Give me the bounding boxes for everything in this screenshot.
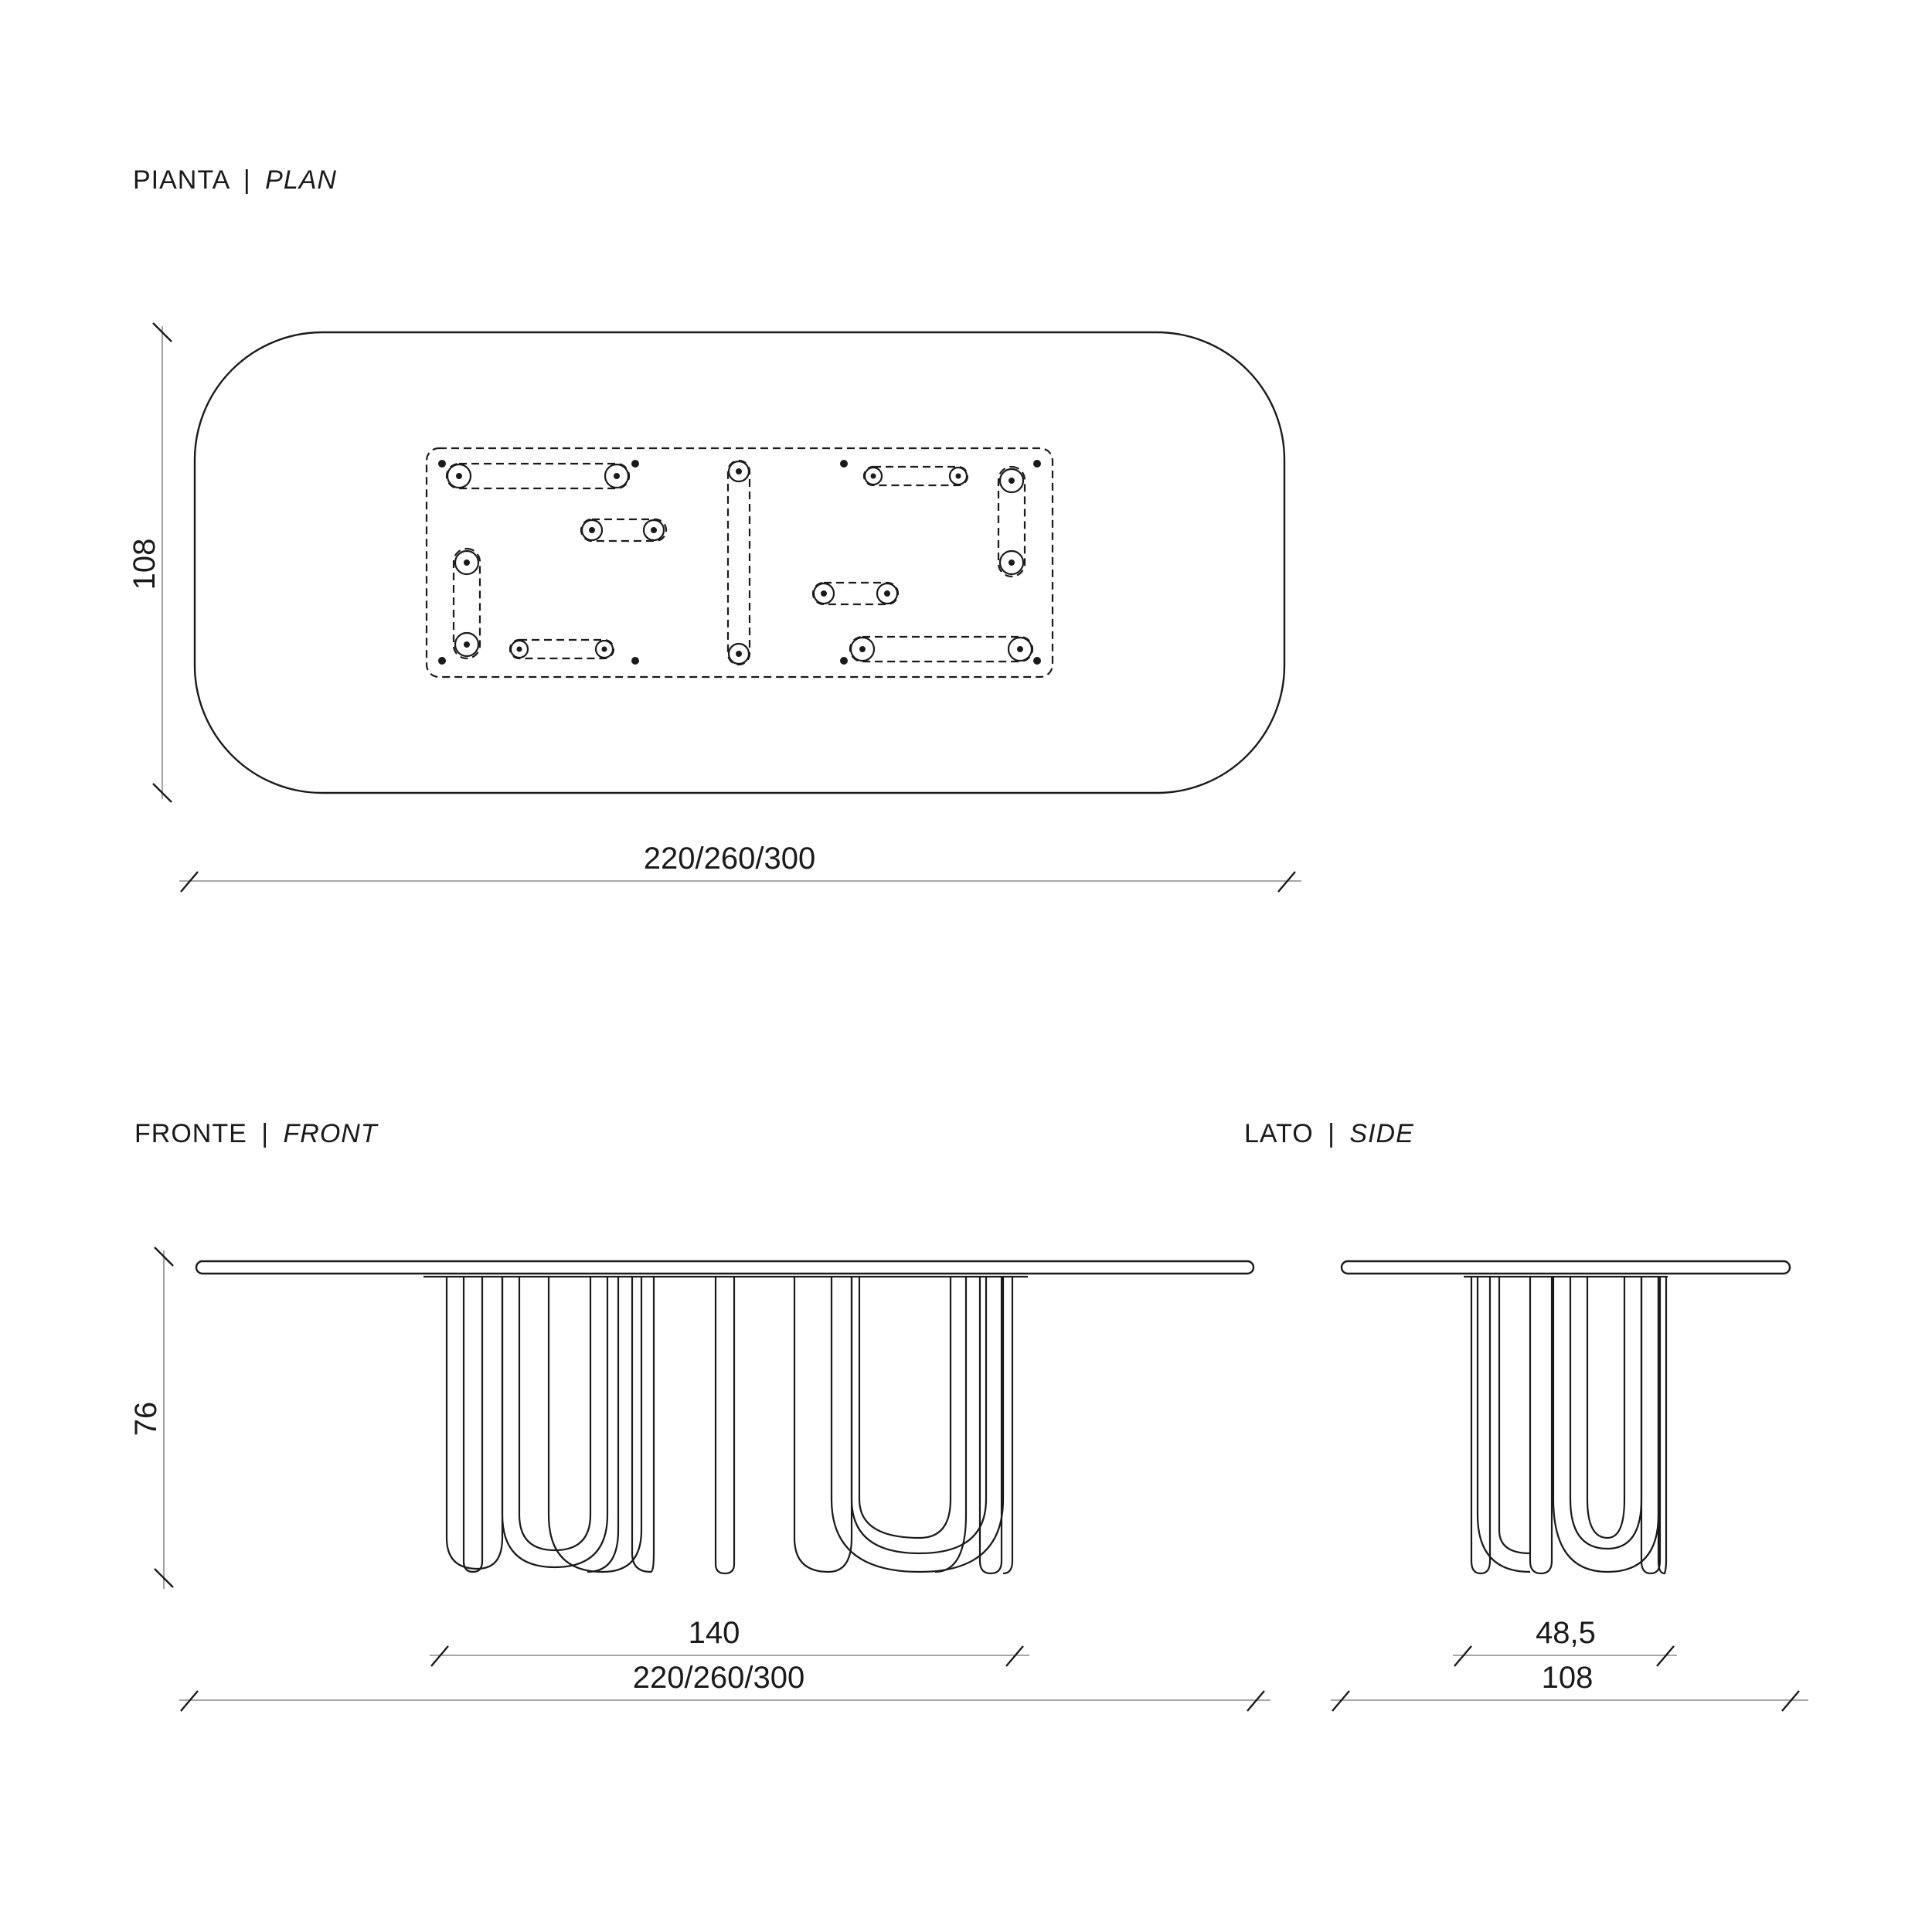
front-tabletop <box>196 1261 1253 1274</box>
front-base-span-dimension <box>430 1616 1029 1666</box>
plan-view-title <box>133 165 337 195</box>
front-height-dimension <box>129 1247 173 1589</box>
front-length-label: 220/260/300 <box>632 1661 805 1695</box>
plan-length-label: 220/260/300 <box>643 842 816 876</box>
plan-base-footprint <box>427 448 1053 677</box>
plan-depth-label: 108 <box>128 538 162 590</box>
plan-title-separator: | <box>243 165 251 195</box>
plan-tube <box>850 637 1032 662</box>
front-left-leg-module <box>447 1277 654 1572</box>
front-base-span-label: 140 <box>688 1616 740 1650</box>
plan-length-dimension <box>179 842 1301 892</box>
front-right-leg-module <box>794 1277 1012 1573</box>
side-depth-label: 108 <box>1541 1661 1594 1695</box>
side-title-separator: | <box>1328 1119 1335 1148</box>
plan-view <box>128 165 1301 892</box>
front-height-label: 76 <box>129 1401 163 1437</box>
front-title-english: FRONT <box>283 1119 378 1148</box>
side-leg-module <box>1471 1277 1666 1573</box>
side-title-main: LATO <box>1244 1119 1314 1148</box>
front-title-separator: | <box>261 1119 270 1148</box>
plan-depth-dimension <box>128 323 172 802</box>
plan-title-main: PIANTA <box>133 165 230 195</box>
front-view-title <box>134 1119 379 1148</box>
side-title-english: SIDE <box>1349 1119 1414 1148</box>
plan-fixing-dots <box>438 460 1041 665</box>
side-tabletop <box>1342 1261 1790 1274</box>
plan-tube <box>728 461 750 665</box>
side-view <box>1244 1119 1808 1711</box>
front-view <box>129 1119 1270 1711</box>
plan-leg-tubes <box>447 461 1032 665</box>
front-center-leg <box>716 1277 734 1573</box>
front-length-dimension <box>179 1661 1270 1711</box>
plan-title-english: PLAN <box>265 165 337 195</box>
plan-tube <box>447 464 629 488</box>
plan-tabletop-outline <box>195 332 1284 793</box>
side-base-span-dimension <box>1453 1616 1677 1666</box>
side-depth-dimension <box>1331 1661 1808 1711</box>
side-view-title <box>1244 1119 1414 1148</box>
front-title-main: FRONTE <box>134 1119 247 1148</box>
side-base-span-label: 48,5 <box>1536 1616 1596 1650</box>
